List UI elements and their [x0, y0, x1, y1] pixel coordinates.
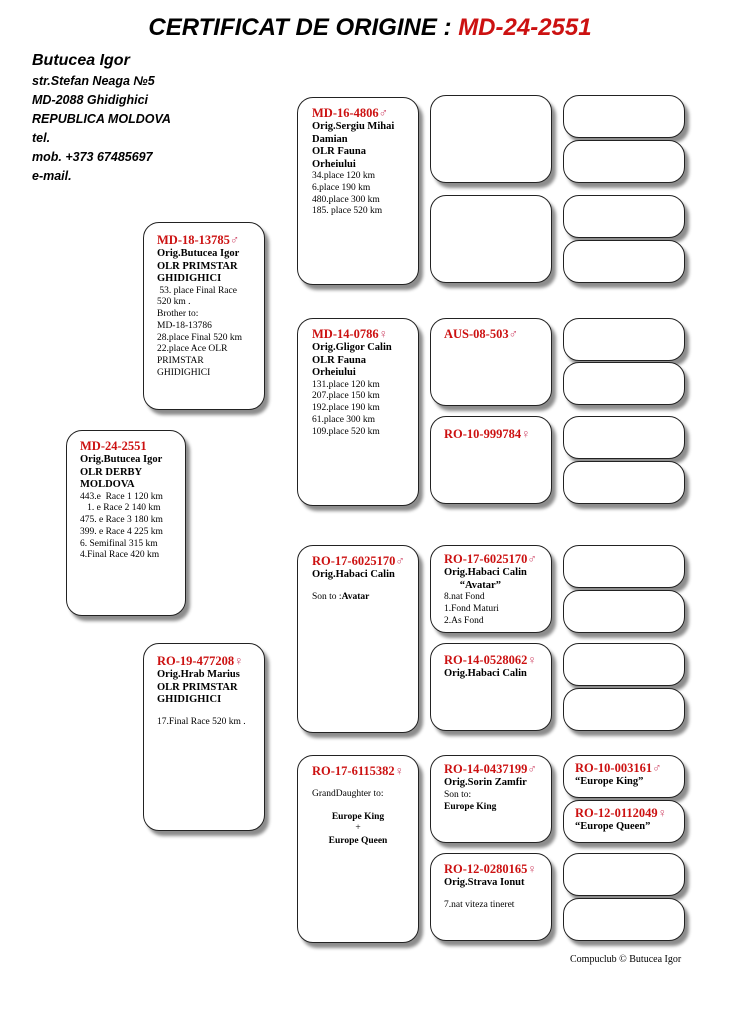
- subject-line: Orig.Butucea Igor: [80, 454, 163, 465]
- gen5-box-2: [563, 140, 685, 183]
- gen5-box-11: [563, 643, 685, 686]
- dam-line: GHIDIGHICI: [157, 694, 222, 705]
- dam-sire-sire-line: “Avatar”: [444, 579, 501, 591]
- dam-line: Orig.Hrab Marius: [157, 669, 240, 680]
- gen5-box-16: [563, 898, 685, 941]
- sire-sire-line: Damian: [312, 133, 348, 145]
- sire-dam-dam-ring: RO-10-999784♀: [444, 427, 531, 441]
- sire-dam-sire-ring: AUS-08-503♂: [444, 327, 518, 341]
- sire-sire-line: Orheiului: [312, 158, 356, 170]
- male-symbol-icon: ♂: [527, 762, 537, 776]
- owner-country: REPUBLICA MOLDOVA: [32, 112, 171, 126]
- dam-dam-sire-note2: Europe King: [444, 802, 497, 813]
- gen5-box-15: [563, 853, 685, 896]
- dam-result: 17.Final Race 520 km .: [157, 716, 246, 727]
- female-symbol-icon: ♀: [657, 806, 668, 820]
- dam-dam-queen: Europe Queen: [328, 836, 388, 847]
- dam-dam-box: [297, 755, 419, 943]
- female-symbol-icon: ♀: [527, 653, 537, 667]
- dam-dam-sire-note: Son to:: [444, 789, 472, 800]
- sire-line: GHIDIGHICI: [157, 273, 222, 284]
- sire-dam-sire-box: [430, 318, 552, 406]
- gen4-box-2: [430, 195, 552, 283]
- sire-dam-ring: MD-14-0786♀: [312, 327, 389, 341]
- dam-dam-plus: +: [355, 823, 361, 834]
- dam-dam-sire-line: Orig.Sorin Zamfir: [444, 777, 527, 788]
- subject-line: MOLDOVA: [80, 479, 135, 490]
- dam-dam-sire-box: [430, 755, 552, 843]
- sire-sire-result: 34.place 120 km: [312, 171, 376, 181]
- subject-result: 6. Semifinal 315 km: [80, 538, 158, 549]
- dam-line: OLR PRIMSTAR: [157, 681, 238, 693]
- sire-ring: MD-18-13785♂: [157, 233, 240, 247]
- sire-dam-line: OLR Fauna: [312, 354, 366, 366]
- gen5-box-4: [563, 240, 685, 283]
- dam-sire-line: Orig.Habaci Calin: [312, 569, 395, 580]
- dam-dam-sire-sire-ring: RO-10-003161♂: [575, 761, 662, 775]
- sire-result: 28.place Final 520 km: [157, 332, 242, 343]
- sire-sire-box: [297, 97, 419, 285]
- sire-dam-result: 109.place 520 km: [312, 426, 380, 437]
- dam-dam-dam-result: 7.nat viteza tineret: [444, 899, 515, 910]
- sire-result: Brother to:: [157, 309, 199, 320]
- dam-dam-sire-sire-box: [563, 755, 685, 798]
- footer-copyright: Compuclub © Butucea Igor: [570, 954, 682, 965]
- male-symbol-icon: ♂: [527, 552, 537, 566]
- sire-dam-result: 207.place 150 km: [312, 391, 380, 402]
- gen5-box-7: [563, 416, 685, 459]
- dam-dam-sire-dam-name: “Europe Queen”: [575, 821, 651, 832]
- female-symbol-icon: ♀: [527, 862, 537, 876]
- owner-street: str.Stefan Neaga №5: [32, 74, 155, 88]
- dam-sire-sire-box: [430, 545, 552, 633]
- subject-result: 1. e Race 2 140 km: [80, 503, 161, 514]
- gen5-box-12: [563, 688, 685, 731]
- certificate-title: [0, 14, 740, 42]
- subject-result: 443.e Race 1 120 km: [80, 491, 163, 502]
- sire-dam-line: Orig.Gligor Calin: [312, 342, 392, 353]
- subject-box: [66, 430, 186, 616]
- dam-sire-sire-ring: RO-17-6025170♂: [444, 552, 537, 566]
- sire-dam-result: 192.place 190 km: [312, 403, 380, 414]
- dam-dam-dam-line: Orig.Strava Ionut: [444, 877, 525, 888]
- sire-result: 22.place Ace OLR: [157, 344, 228, 355]
- dam-sire-sire-result: 8.nat Fond: [444, 592, 485, 602]
- gen5-box-6: [563, 362, 685, 405]
- dam-sire-dam-ring: RO-14-0528062♀: [444, 653, 537, 667]
- gen5-box-10: [563, 590, 685, 633]
- sire-dam-box: [297, 318, 419, 506]
- male-symbol-icon: ♂: [378, 106, 389, 120]
- sire-dam-dam-box: [430, 416, 552, 504]
- dam-dam-dam-box: [430, 853, 552, 941]
- owner-block: [32, 50, 171, 186]
- sire-result: 53. place Final Race: [157, 285, 237, 296]
- sire-result: MD-18-13786: [157, 320, 212, 331]
- sire-result: PRIMSTAR: [157, 356, 204, 367]
- dam-dam-sire-ring: RO-14-0437199♂: [444, 762, 537, 776]
- dam-ring: RO-19-477208♀: [157, 654, 244, 668]
- dam-sire-sire-line: Orig.Habaci Calin: [444, 567, 527, 578]
- owner-tel: tel.: [32, 131, 51, 145]
- sire-dam-result: 61.place 300 km: [312, 414, 376, 425]
- subject-line: OLR DERBY: [80, 466, 143, 478]
- sire-sire-ring: MD-16-4806♂: [312, 106, 389, 120]
- title-code: MD-24-2551: [458, 14, 592, 41]
- sire-sire-line: OLR Fauna: [312, 146, 366, 157]
- dam-sire-sire-result: 1.Fond Maturi: [444, 603, 499, 614]
- male-symbol-icon: ♂: [652, 761, 662, 775]
- sire-sire-result: 6.place 190 km: [312, 182, 371, 193]
- gen5-box-1: [563, 95, 685, 138]
- sire-sire-line: Orig.Sergiu Mihai: [312, 121, 395, 132]
- sire-dam-line: Orheiului: [312, 367, 356, 378]
- female-symbol-icon: ♀: [234, 654, 244, 668]
- female-symbol-icon: ♀: [394, 764, 405, 778]
- dam-sire-ring: RO-17-6025170♂: [312, 554, 405, 568]
- gen5-box-5: [563, 318, 685, 361]
- dam-sire-dam-box: [430, 643, 552, 731]
- dam-dam-dam-ring: RO-12-0280165♀: [444, 862, 537, 876]
- title-text: CERTIFICAT DE ORIGINE :: [148, 14, 459, 41]
- male-symbol-icon: ♂: [229, 233, 240, 247]
- sire-line: Orig.Butucea Igor: [157, 248, 240, 259]
- dam-sire-dam-line: Orig.Habaci Calin: [444, 668, 527, 679]
- dam-dam-sire-dam-ring: RO-12-0112049♀: [575, 806, 668, 820]
- sire-result: 520 km .: [157, 297, 191, 308]
- gen5-box-9: [563, 545, 685, 588]
- owner-email: e-mail.: [32, 169, 72, 183]
- sire-sire-result: 480.place 300 km: [312, 194, 380, 205]
- sire-dam-result: 131.place 120 km: [312, 379, 380, 390]
- subject-result: 475. e Race 3 180 km: [80, 515, 163, 526]
- male-symbol-icon: ♂: [395, 554, 405, 568]
- dam-dam-sire-sire-name: “Europe King”: [575, 776, 644, 787]
- dam-dam-note: GrandDaughter to:: [312, 789, 384, 799]
- dam-sire-note: Son to :Avatar: [312, 591, 370, 602]
- sire-result: GHIDIGHICI: [157, 368, 211, 379]
- subject-result: 4.Final Race 420 km: [80, 550, 160, 561]
- dam-box: [143, 643, 265, 831]
- male-symbol-icon: ♂: [508, 327, 518, 341]
- dam-sire-sire-result: 2.As Fond: [444, 615, 484, 626]
- subject-result: 399. e Race 4 225 km: [80, 526, 163, 537]
- dam-sire-box: [297, 545, 419, 733]
- female-symbol-icon: ♀: [521, 427, 531, 441]
- female-symbol-icon: ♀: [378, 327, 389, 341]
- subject-ring: MD-24-2551: [80, 439, 147, 453]
- owner-name: Butucea Igor: [32, 52, 130, 69]
- owner-city: MD-2088 Ghidighici: [32, 93, 148, 107]
- dam-dam-king: Europe King: [331, 811, 385, 822]
- owner-mobile: mob. +373 67485697: [32, 150, 153, 164]
- sire-box: [143, 222, 265, 410]
- gen4-box-1: [430, 95, 552, 183]
- dam-dam-sire-dam-box: [563, 800, 685, 843]
- dam-dam-ring: RO-17-6115382♀: [312, 764, 405, 778]
- gen5-box-3: [563, 195, 685, 238]
- gen5-box-8: [563, 461, 685, 504]
- sire-line: OLR PRIMSTAR: [157, 260, 238, 272]
- sire-sire-result: 185. place 520 km: [312, 206, 383, 217]
